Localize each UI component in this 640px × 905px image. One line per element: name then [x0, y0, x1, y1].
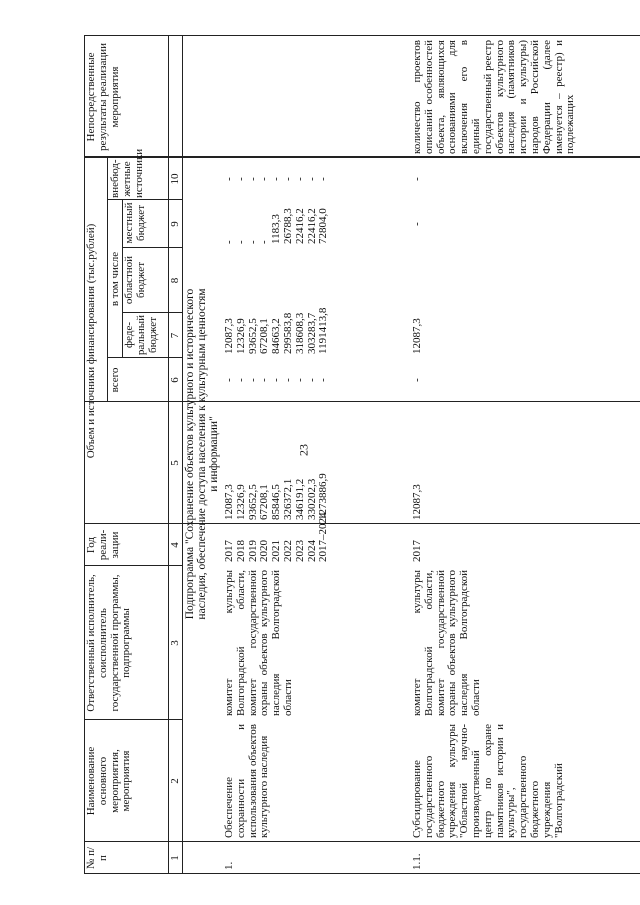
table-right-border: [84, 35, 640, 36]
row1-name: Обеспечение сохранности и использования объектов культурного наследия: [223, 724, 271, 838]
row1-total-value: 1273886,9: [317, 473, 330, 520]
col-divider-1: [84, 841, 640, 842]
row1-years-value: 2020: [258, 540, 271, 562]
row1-total-value: 326372,1: [281, 478, 294, 520]
col-divider-4: [84, 523, 640, 524]
colnum-1: 1: [169, 855, 181, 861]
row1-total-value: 330202,3: [305, 478, 318, 520]
row2-regional: [412, 318, 424, 354]
header-financing: Объем и источники финансирования (тыс.рублей): [85, 223, 97, 459]
row1-local-value: 22416,2: [293, 208, 306, 244]
row1-years-value: 2017: [223, 540, 235, 562]
colnum-4: 4: [169, 542, 181, 548]
header-total: всего: [109, 367, 121, 393]
row1-federal-value: -: [246, 378, 259, 382]
row2-local: [412, 200, 424, 248]
row2-years: [412, 540, 424, 562]
colnum-7: 7: [169, 332, 181, 339]
row1-years-value: 2019: [246, 540, 259, 562]
colnum-3: 3: [169, 640, 181, 646]
subprogram-title: Подпрограмма "Сохранение объектов культурного и исторического наследия, обеспечение доступа населения к культурным ценностям и информации": [184, 288, 220, 620]
colnum-6: 6: [169, 377, 181, 383]
row1-extra-value: -: [293, 177, 306, 181]
colnum-10: 10: [169, 173, 181, 185]
row2-num: 1.1.: [411, 853, 423, 870]
header-name: Наименование основного мероприятия, мероприятия: [85, 746, 133, 816]
row1-regional-value: 84663,2: [270, 318, 283, 354]
colnum-9: 9: [169, 221, 181, 227]
row2-federal-value: -: [411, 378, 423, 382]
header-year: Год реали-зации: [85, 529, 121, 561]
header-bottom-border: [182, 36, 183, 874]
row1-extra: [224, 158, 330, 200]
row2-name: Субсидирование государственного бюджетного учреждения культуры "Областной научно-производственный центр по охране памятников истории и культуры", государственного бюджетного учреждения "Волгоградский: [411, 724, 565, 838]
row1-local-value: 22416,2: [305, 208, 318, 244]
colnum-5: 5: [169, 460, 181, 466]
row1-local: [224, 208, 330, 244]
row1-local-value: -: [258, 240, 271, 244]
row1-executor: комитет культуры Волгоградской области, комитет государственной охраны объектов культурного наследия Волгоградской области: [223, 570, 294, 716]
row1-local-value: -: [223, 240, 235, 244]
row1-total-value: 12087,3: [223, 484, 235, 520]
colnum-2: 2: [169, 778, 181, 784]
row1-regional-value: 299583,8: [281, 312, 294, 354]
row1-regional-value: 1191413,8: [317, 307, 330, 354]
row1-regional-value: 93652,5: [246, 318, 259, 354]
row2-extra-value: -: [411, 177, 423, 181]
row1-federal-value: -: [317, 378, 330, 382]
row1-federal-value: -: [223, 378, 235, 382]
header-executor: Ответственный исполнитель, соисполнитель государственной программы, подпрограммы: [85, 574, 133, 712]
row1-extra-value: -: [246, 177, 259, 181]
row1-extra-value: -: [305, 177, 318, 181]
row1-regional-value: 12326,9: [234, 318, 247, 354]
colnum-8: 8: [169, 277, 181, 284]
row2-federal: [412, 358, 424, 402]
col-divider-10: [84, 156, 640, 158]
row1-regional-value: 303283,7: [305, 312, 318, 354]
rotated-table-page: [84, 36, 640, 874]
row2-result: количество проектов описаний особенностей объекта, являющихся основаниями для включения его в единый государственный реестр объектов культурного наследия (памятников истории и культуры) народов Российской Федерации (далее именуется – реестр) и подлежащих: [411, 40, 577, 154]
row1-extra-value: -: [270, 177, 283, 181]
row1-local-value: -: [234, 240, 247, 244]
row1-extra-value: -: [281, 177, 294, 181]
row1-years-value: 2021: [270, 540, 283, 562]
row1-total-value: 12326,9: [234, 484, 247, 520]
header-num: № п/п: [85, 846, 109, 870]
row1-federal-value: -: [281, 378, 294, 382]
row1-federal-value: -: [270, 378, 283, 382]
row1-total-value: 85846,5: [270, 484, 283, 520]
header-federal: феде-ральный бюджет: [123, 314, 159, 356]
row1-total-value: 67208,1: [258, 484, 271, 520]
header-including: в том числе: [109, 251, 121, 307]
header-results: Непосредственные результаты реализации мероприятия: [85, 43, 121, 151]
page-number: 23: [296, 444, 311, 456]
row2-executor: комитет культуры Волгоградской области, комитет государственной охраны объектов культурного наследия Волгоградской области: [411, 570, 482, 716]
col-divider-5: [84, 401, 640, 402]
header-regional: областной бюджет: [123, 255, 147, 305]
row1-regional-value: 12087,3: [223, 318, 235, 354]
row1-years-value: 2018: [234, 540, 247, 562]
row1-federal: [224, 358, 330, 402]
row1-regional: [224, 308, 330, 354]
row1-years-value: 2017–2024: [317, 512, 330, 562]
col-divider-2: [84, 719, 182, 720]
row1-local-value: 26788,3: [281, 208, 294, 244]
row1-regional-value: 318608,3: [293, 312, 306, 354]
row1-extra-value: -: [317, 177, 330, 181]
row2-total: [412, 484, 424, 520]
row2-local-value: -: [411, 222, 423, 226]
row1-extra-value: -: [234, 177, 247, 181]
row1-extra-value: -: [258, 177, 271, 181]
row1-regional-value: 67208,1: [258, 318, 271, 354]
header-numbers-border: [168, 36, 169, 874]
row1-years-value: 2022: [281, 540, 294, 562]
row1-years-value: 2024: [305, 540, 318, 562]
row2-extra: [412, 158, 424, 200]
row2-regional-value: 12087,3: [411, 318, 423, 354]
row1-total-value: 93652,5: [246, 484, 259, 520]
row2-years-value: 2017: [411, 540, 423, 562]
row1-federal-value: -: [234, 378, 247, 382]
row2-total-value: 12087,3: [411, 484, 423, 520]
financing-sub-border: [107, 158, 108, 402]
row1-extra-value: -: [223, 177, 235, 181]
row1-federal-value: -: [293, 378, 306, 382]
row1-federal-value: -: [258, 378, 271, 382]
row1-local-value: 72804,0: [317, 208, 330, 244]
col-divider-3: [84, 565, 182, 566]
header-local: местный бюджет: [123, 202, 147, 244]
row1-num: 1.: [223, 861, 235, 870]
header-extrabudget: внебюд-жетные источники: [109, 148, 145, 198]
row1-total-value: 346191,2: [293, 478, 306, 520]
row1-federal-value: -: [305, 378, 318, 382]
row1-years-value: 2023: [293, 540, 306, 562]
table-left-border: [84, 873, 640, 874]
row1-local-value: -: [246, 240, 259, 244]
row1-total: [224, 473, 330, 520]
row1-local-value: 1183,3: [270, 214, 283, 244]
